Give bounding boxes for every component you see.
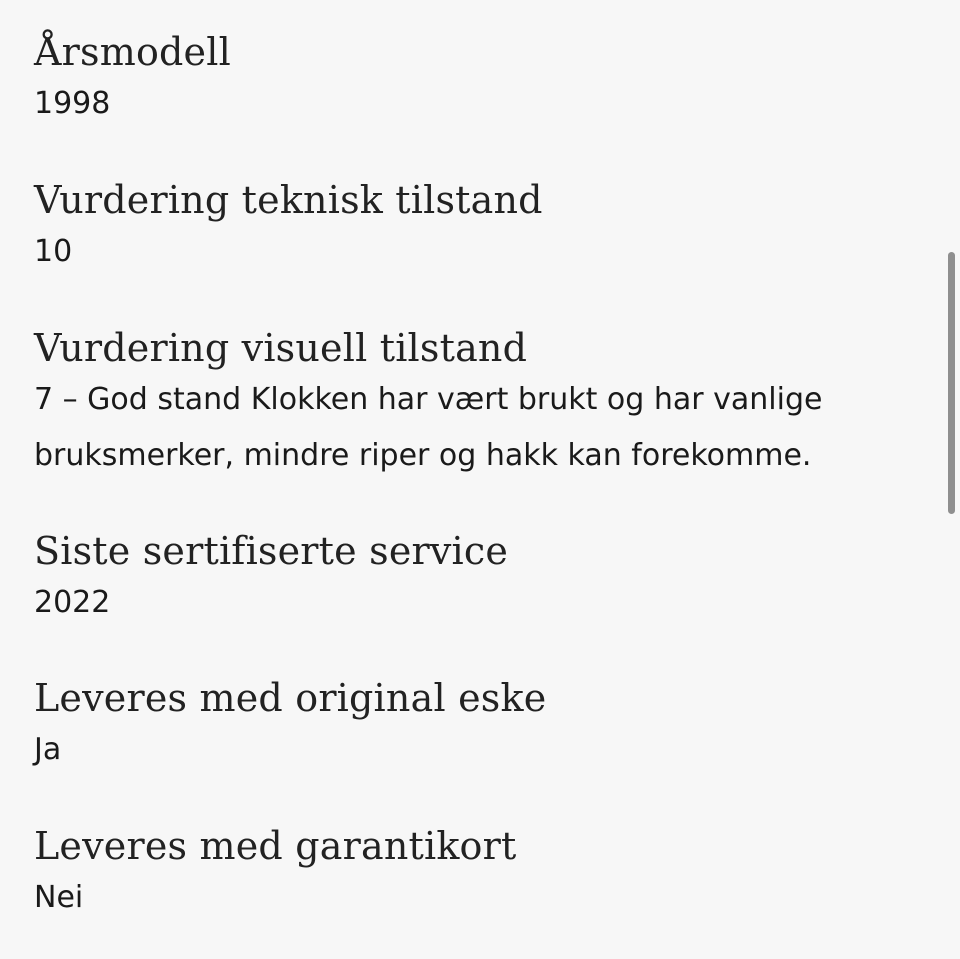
- spec-label: Vurdering teknisk tilstand: [34, 178, 543, 222]
- spec-item-warranty-card: [34, 824, 900, 926]
- spec-value: 1998: [34, 86, 111, 121]
- spec-item-last-service: [34, 529, 900, 631]
- spec-item-technical-condition: [34, 178, 900, 280]
- spec-value: 2022: [34, 585, 111, 620]
- spec-label: Årsmodell: [34, 30, 231, 74]
- spec-value: 7 – God stand Klokken har vært brukt og har vanlige bruksmerker, mindre riper og hakk kan forekomme.: [34, 382, 823, 473]
- spec-value: Ja: [34, 732, 62, 767]
- spec-value: 10: [34, 234, 73, 269]
- spec-item-original-box: [34, 676, 900, 778]
- spec-label: Leveres med garantikort: [34, 824, 517, 868]
- spec-item-visual-condition: [34, 326, 900, 484]
- spec-item-year-model: [34, 30, 900, 132]
- scrollbar-thumb[interactable]: [948, 252, 955, 514]
- spec-label: Vurdering visuell tilstand: [34, 326, 528, 370]
- spec-label: Leveres med original eske: [34, 676, 547, 720]
- spec-value: Nei: [34, 880, 84, 915]
- spec-label: Siste sertifiserte service: [34, 529, 509, 573]
